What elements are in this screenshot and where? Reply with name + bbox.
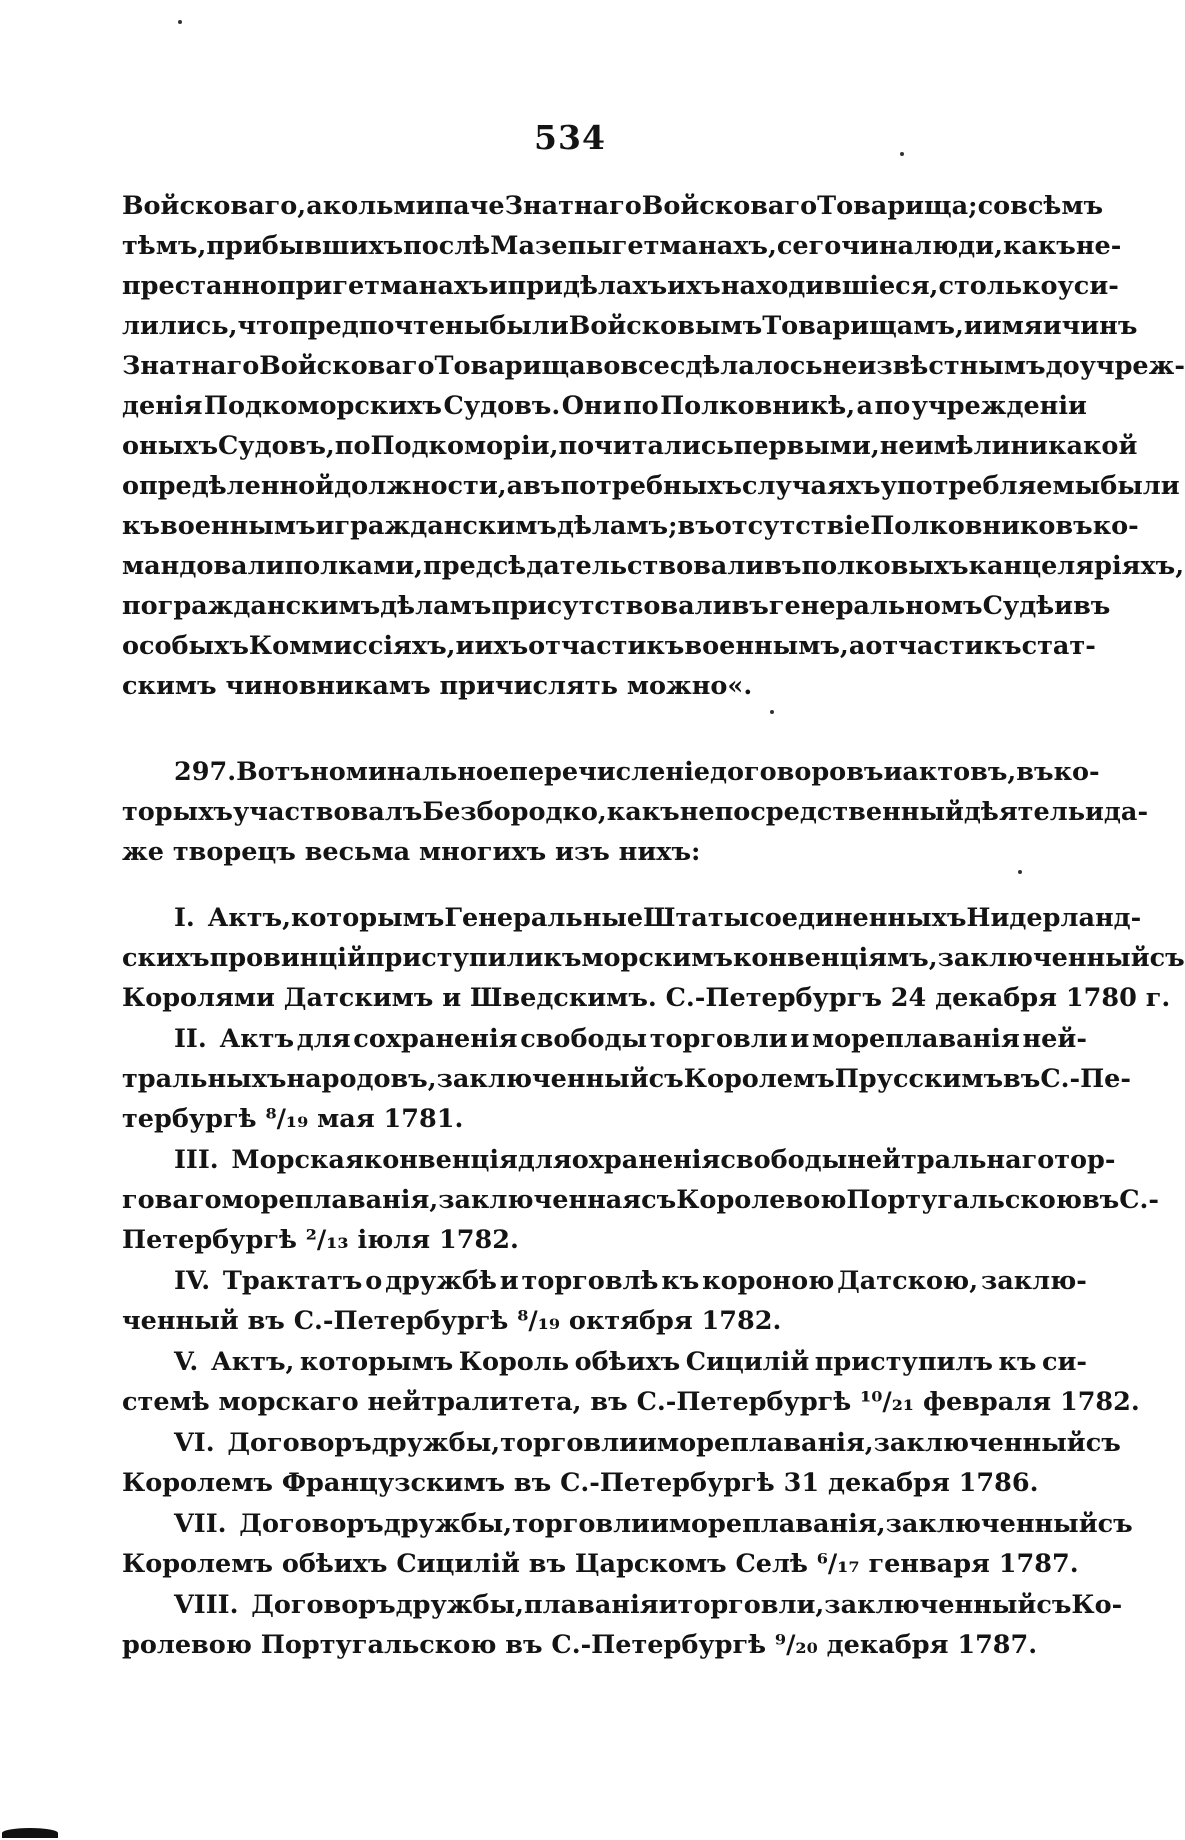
page-number: 534 (534, 118, 606, 157)
treaty-item (122, 1342, 1140, 1422)
treaty-item-line: скихъ провинцій приступили къ морскимъ конвенціямъ, заключенный съ (122, 943, 1185, 973)
treaty-item-line: Королями Датскимъ и Шведскимъ. С.-Петербургъ 24 декабря 1780 г. (122, 983, 1171, 1013)
ink-speck (900, 152, 904, 156)
treaty-item (122, 1504, 1133, 1584)
treaty-item-first-line (122, 1504, 1133, 1544)
treaty-list (122, 898, 1185, 1666)
treaty-numeral: II. (174, 1024, 207, 1054)
treaty-text: Договоръ дружбы, торговли и мореплаванія, заключенный съ (239, 1509, 1133, 1539)
text-line: же творецъ весьма многихъ изъ нихъ: (122, 837, 701, 867)
treaty-item-line: говаго мореплаванія, заключенная съ Королевою Португальскою въ С.- (122, 1185, 1159, 1215)
text-line: по гражданскимъ дѣламъ присутствовали въ генеральномъ Судѣ и въ (122, 591, 1111, 621)
scan-edge-mark (2, 1828, 58, 1838)
paragraph-297 (122, 752, 1149, 872)
treaty-item (122, 1019, 1131, 1139)
treaty-text: Морская конвенція для охраненія свободы нейтральнаго тор- (231, 1145, 1116, 1175)
treaty-numeral: I. (174, 903, 195, 933)
text-line: лились, что предпочтены были Войсковымъ Товарищамъ, и имя и чинъ (122, 311, 1138, 341)
ink-speck (770, 710, 774, 714)
treaty-numeral: V. (174, 1347, 199, 1377)
treaty-item-line: ролевою Португальскою въ С.-Петербургѣ ⁹/₂₀ декабря 1787. (122, 1630, 1038, 1660)
treaty-item-line: Королемъ обѣихъ Сицилій въ Царскомъ Селѣ ⁶/₁₇ генваря 1787. (122, 1549, 1079, 1579)
intro-paragraph (122, 186, 1185, 706)
treaty-item (122, 898, 1185, 1018)
treaty-item-line: стемѣ морскаго нейтралитета, въ С.-Петербургѣ ¹⁰/₂₁ февраля 1782. (122, 1387, 1140, 1417)
treaty-item (122, 1261, 1087, 1341)
treaty-item-line: Королемъ Французскимъ въ С.-Петербургѣ 31 декабря 1786. (122, 1468, 1039, 1498)
ink-speck (178, 20, 182, 24)
treaty-text: Договоръ дружбы, торговли и мореплаванія, заключенный съ (227, 1428, 1121, 1458)
text-line: денія Подкоморскихъ Судовъ. Они по Полковникѣ, а по учрежденіи (122, 391, 1087, 421)
treaty-item-first-line (122, 1585, 1123, 1625)
treaty-item-line: Петербургѣ ²/₁₃ іюля 1782. (122, 1225, 519, 1255)
treaty-item-first-line (122, 1140, 1116, 1180)
text-line: оныхъ Судовъ, по Подкоморіи, почитались первыми, не имѣли никакой (122, 431, 1138, 461)
treaty-item-first-line (122, 1261, 1087, 1301)
treaty-numeral: III. (174, 1145, 219, 1175)
treaty-numeral: VI. (174, 1428, 215, 1458)
treaty-numeral: VIII. (174, 1590, 239, 1620)
text-line: къ военнымъ и гражданскимъ дѣламъ; въ отсутствіе Полковниковъ ко- (122, 511, 1139, 541)
text-line: 297. Вотъ номинальное перечисленіе договоровъ и актовъ, въ ко- (174, 757, 1100, 787)
text-line: особыхъ Коммиссіяхъ, и ихъ отчасти къ военнымъ, а отчасти къ стат- (122, 631, 1096, 661)
treaty-item (122, 1423, 1121, 1503)
text-line: Знатнаго Войсковаго Товарища вовсе сдѣлалось неизвѣстнымъ до учреж- (122, 351, 1185, 381)
treaty-numeral: IV. (174, 1266, 211, 1296)
text-line: мандовали полками, предсѣдательствовали въ полковыхъ канцеляріяхъ, (122, 551, 1185, 581)
treaty-text: Актъ для сохраненія свободы торговли и мореплаванія ней- (219, 1024, 1087, 1054)
text-line: тѣмъ, при бывшихъ послѣ Мазепы гетманахъ, сего чина люди, какъ не- (122, 231, 1122, 261)
treaty-item-line: тральныхъ народовъ, заключенный съ Королемъ Прусскимъ въ С.-Пе- (122, 1064, 1131, 1094)
treaty-item-line: ченный въ С.-Петербургѣ ⁸/₁₉ октября 1782. (122, 1306, 782, 1336)
treaty-text: Договоръ дружбы, плаванія и торговли, заключенный съ Ко- (251, 1590, 1123, 1620)
treaty-text: Актъ, которымъ Король обѣихъ Сицилій приступилъ къ си- (210, 1347, 1087, 1377)
treaty-text: Трактатъ о дружбѣ и торговлѣ къ короною Датскою, заклю- (222, 1266, 1087, 1296)
text-line: опредѣленной должности, а въ потребныхъ случаяхъ употребляемы были (122, 471, 1180, 501)
treaty-text: Актъ, которымъ Генеральные Штаты соединенныхъ Нидерланд- (207, 903, 1142, 933)
text-line: скимъ чиновникамъ причислять можно«. (122, 671, 753, 701)
treaty-item-line: тербургѣ ⁸/₁₉ мая 1781. (122, 1104, 464, 1134)
treaty-numeral: VII. (174, 1509, 227, 1539)
treaty-item-first-line (122, 1423, 1121, 1463)
treaty-item (122, 1140, 1159, 1260)
treaty-item-first-line (122, 1342, 1087, 1382)
treaty-item (122, 1585, 1123, 1665)
treaty-item-first-line (122, 1019, 1087, 1059)
text-line: престанно при гетманахъ и при дѣлахъ ихъ находившіеся, столько уси- (122, 271, 1119, 301)
text-line: торыхъ участвовалъ Безбородко, какъ непосредственный дѣятель и да- (122, 797, 1149, 827)
text-line: Войсковаго, а кольми паче Знатнаго Войсковаго Товарища; со всѣмъ (122, 191, 1104, 221)
ink-speck (1018, 870, 1022, 874)
treaty-item-first-line (122, 898, 1142, 938)
